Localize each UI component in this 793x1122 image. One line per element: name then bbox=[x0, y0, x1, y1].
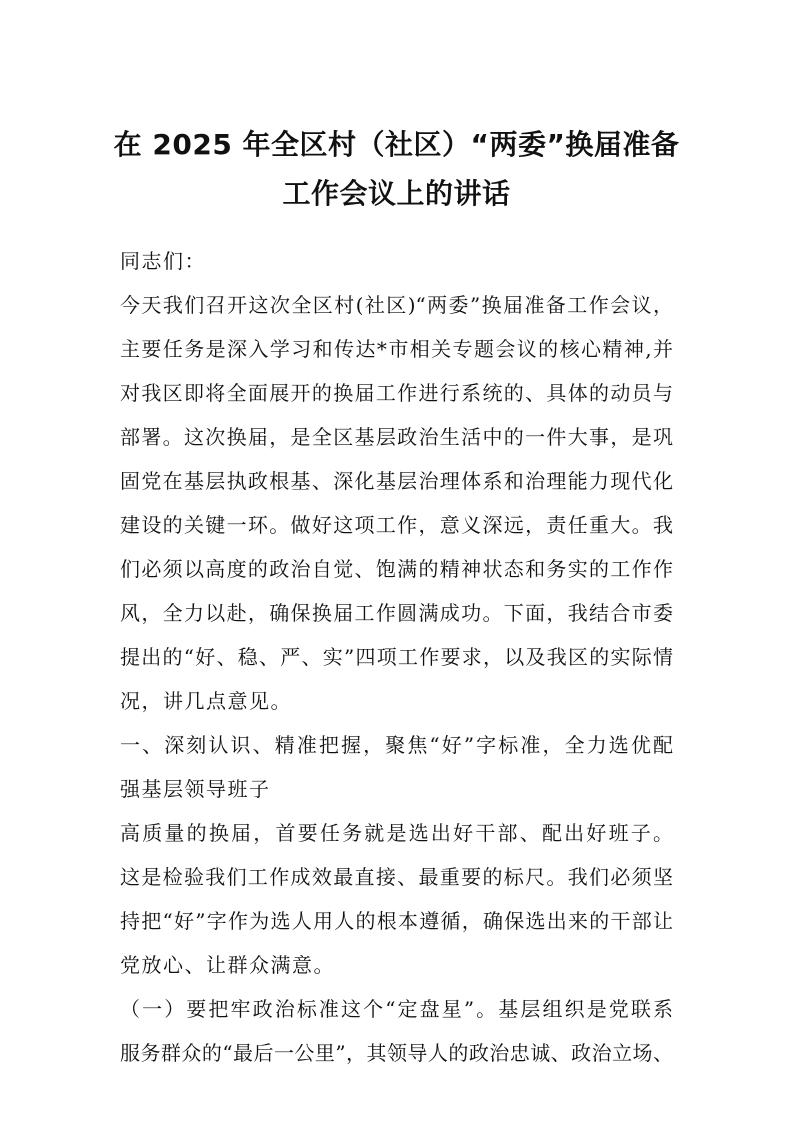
body-line: 持把“好”字作为选人用人的根本遵循，确保选出来的干部让 bbox=[120, 909, 673, 933]
body-line: 建设的关键一环。做好这项工作，意义深远，责任重大。我 bbox=[120, 513, 673, 537]
salutation: 同志们： bbox=[120, 249, 206, 273]
body-line: 服务群众的“最后一公里”，其领导人的政治忠诚、政治立场、 bbox=[120, 1041, 673, 1065]
body-line: 高质量的换届，首要任务就是选出好干部、配出好班子。 bbox=[120, 821, 673, 845]
section-heading: 强基层领导班子 bbox=[120, 777, 271, 801]
body-line: 提出的“好、稳、严、实”四项工作要求，以及我区的实际情 bbox=[120, 645, 673, 669]
body-line: 对我区即将全面展开的换届工作进行系统的、具体的动员与 bbox=[120, 381, 673, 405]
body-line: 固党在基层执政根基、深化基层治理体系和治理能力现代化 bbox=[120, 469, 673, 493]
body-line: 今天我们召开这次全区村(社区)“两委”换届准备工作会议， bbox=[120, 293, 673, 317]
section-heading: 一、深刻认识、精准把握，聚焦“好”字标准，全力选优配 bbox=[120, 733, 673, 757]
document-title-line-1: 在 2025 年全区村（社区）“两委”换届准备 bbox=[113, 128, 680, 161]
body-line: 部署。这次换届，是全区基层政治生活中的一件大事，是巩 bbox=[120, 425, 673, 449]
body-line: 况，讲几点意见。 bbox=[120, 689, 292, 713]
document-title-line-2: 工作会议上的讲话 bbox=[282, 177, 511, 210]
body-line: 主要任务是深入学习和传达*市相关专题会议的核心精神,并 bbox=[120, 337, 673, 361]
body-line: （一）要把牢政治标准这个“定盘星”。基层组织是党联系 bbox=[120, 997, 673, 1021]
body-line: 这是检验我们工作成效最直接、最重要的标尺。我们必须坚 bbox=[120, 865, 673, 889]
body-line: 党放心、让群众满意。 bbox=[120, 953, 335, 977]
body-line: 们必须以高度的政治自觉、饱满的精神状态和务实的工作作 bbox=[120, 557, 673, 581]
body-line: 风，全力以赴，确保换届工作圆满成功。下面，我结合市委 bbox=[120, 601, 673, 625]
